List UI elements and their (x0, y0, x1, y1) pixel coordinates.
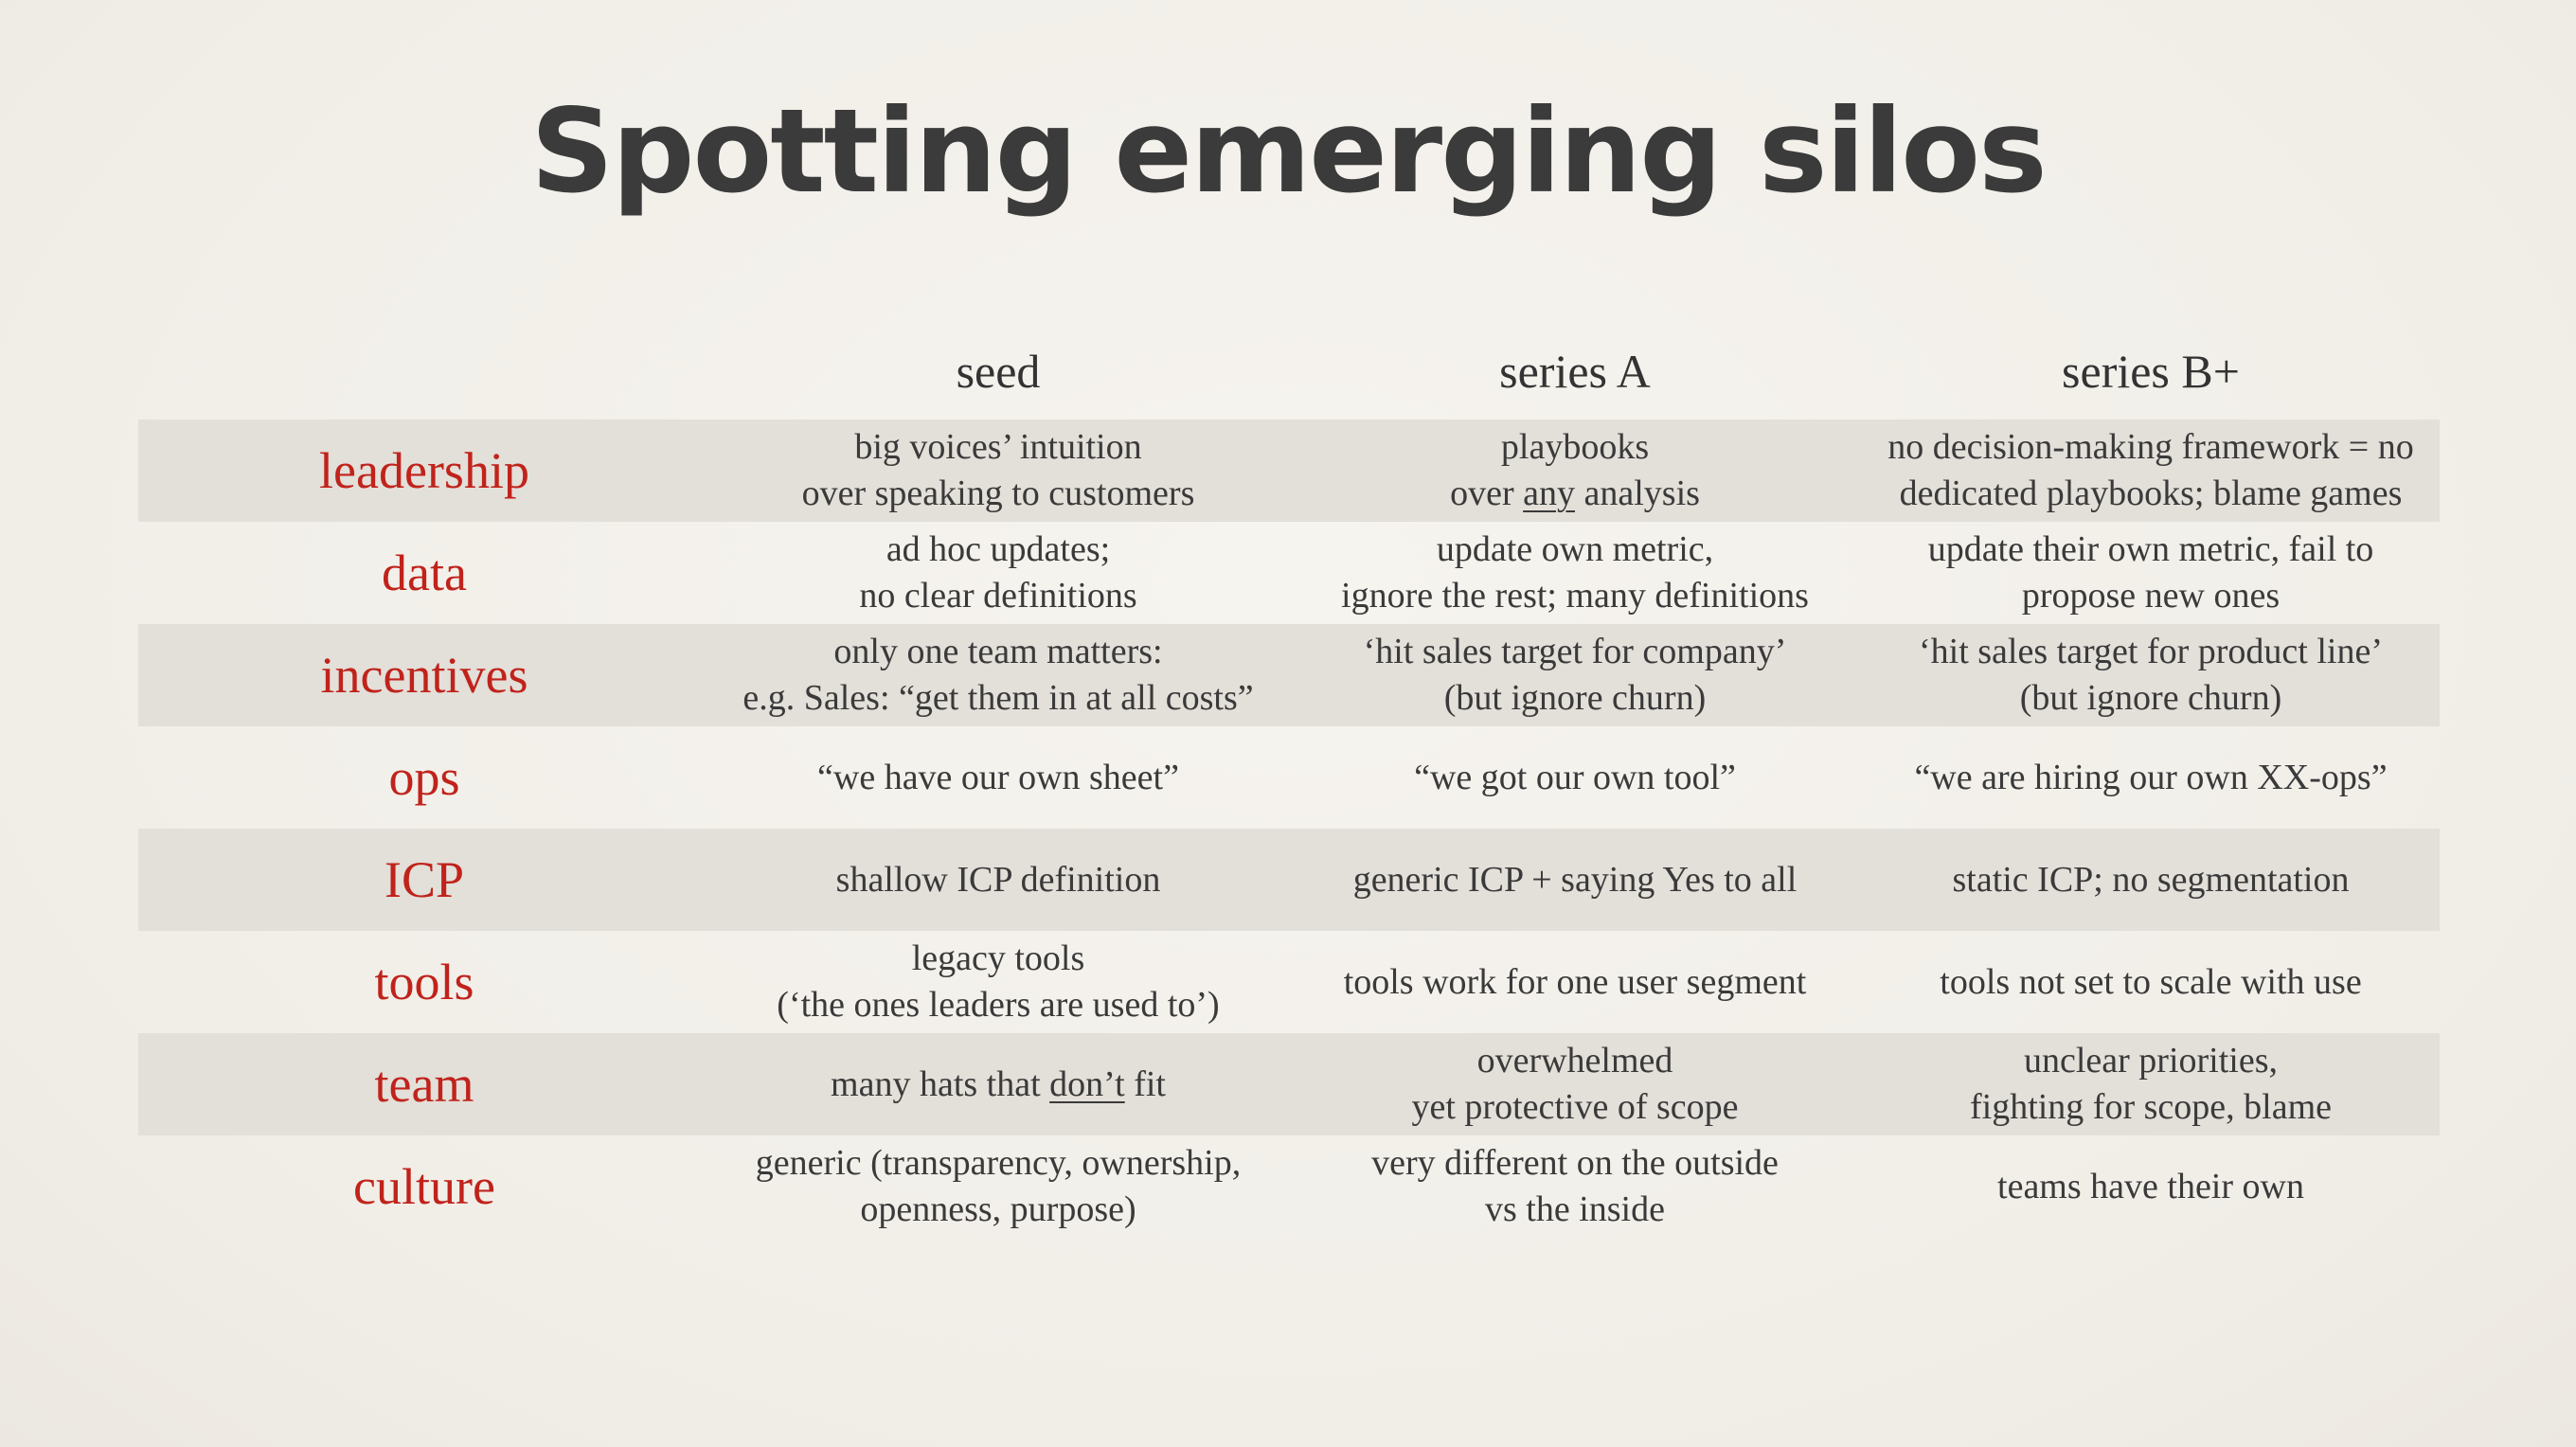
table-row-data (138, 522, 2440, 624)
cell-line (831, 1062, 1166, 1108)
cell-seed (709, 829, 1287, 931)
cell-line: (but ignore churn) (1443, 678, 1707, 718)
table-row-ops (138, 726, 2440, 829)
cell-line: “we are hiring our own XX-ops” (1914, 757, 2388, 797)
cell-line: (‘the ones leaders are used to’) (777, 985, 1220, 1025)
cell-line: over speaking to customers (801, 473, 1195, 513)
cell-line: big voices’ intuition (854, 427, 1142, 467)
row-label: tools (374, 954, 474, 1010)
cell-series-b (1862, 726, 2440, 829)
cell-line: only one team matters: (833, 632, 1163, 671)
cell-series-a (1286, 624, 1864, 726)
cell-line: propose new ones (2021, 576, 2281, 616)
cell-line: very different on the outside (1371, 1143, 1779, 1183)
cell-seed (709, 1033, 1287, 1135)
cell-line: update own metric, (1436, 529, 1714, 569)
cell-series-b (1862, 931, 2440, 1033)
cell-text: fit (1124, 1063, 1166, 1104)
cell-line: no clear definitions (859, 576, 1137, 616)
underlined-word: don’t (1049, 1063, 1125, 1104)
cell-text: over (1450, 473, 1524, 513)
cell-seed (709, 931, 1287, 1033)
cell-line: fighting for scope, blame (1969, 1087, 2332, 1127)
row-label: ICP (384, 851, 465, 908)
cell-line: generic ICP + saying Yes to all (1352, 859, 1798, 900)
cell-series-a (1286, 829, 1864, 931)
cell-line: yet protective of scope (1411, 1087, 1739, 1127)
cell-line: “we have our own sheet” (817, 757, 1179, 797)
cell-seed (709, 624, 1287, 726)
cell-line: dedicated playbooks; blame games (1899, 473, 2403, 513)
table-row-culture (138, 1135, 2440, 1238)
cell-series-a (1286, 522, 1864, 624)
column-header-series-b: series B+ (2062, 345, 2240, 398)
cell-line: ignore the rest; many definitions (1341, 576, 1809, 616)
table-row-incentives (138, 624, 2440, 726)
cell-series-b (1862, 522, 2440, 624)
underlined-word: any (1523, 473, 1575, 513)
cell-seed (709, 420, 1287, 522)
cell-text: analysis (1574, 473, 1700, 513)
cell-line: “we got our own tool” (1414, 757, 1736, 797)
cell-series-b (1862, 1033, 2440, 1135)
table-row-tools (138, 931, 2440, 1033)
cell-seed (709, 726, 1287, 829)
row-label: culture (353, 1158, 495, 1215)
cell-series-b (1862, 829, 2440, 931)
cell-line: overwhelmed (1476, 1041, 1673, 1081)
column-header-series-a: series A (1499, 345, 1651, 398)
cell-line: generic (transparency, ownership, (755, 1143, 1242, 1183)
cell-series-a (1286, 1135, 1864, 1238)
cell-series-a (1286, 1033, 1864, 1135)
cell-line: unclear priorities, (2023, 1041, 2278, 1081)
cell-series-a (1286, 931, 1864, 1033)
cell-line: no decision-making framework = no (1887, 427, 2414, 467)
cell-line (1450, 471, 1700, 517)
cell-line: legacy tools (911, 938, 1085, 978)
row-label: leadership (319, 442, 529, 499)
cell-line: shallow ICP definition (835, 859, 1161, 900)
cell-line: static ICP; no segmentation (1952, 859, 2350, 900)
cell-series-b (1862, 420, 2440, 522)
cell-seed (709, 522, 1287, 624)
row-label: team (374, 1056, 474, 1113)
cell-line: ‘hit sales target for product line’ (1919, 632, 2383, 671)
row-label: incentives (320, 647, 528, 704)
cell-series-b (1862, 1135, 2440, 1238)
cell-line: tools work for one user segment (1343, 961, 1807, 1002)
cell-line: update their own metric, fail to (1927, 529, 2374, 569)
cell-series-a (1286, 726, 1864, 829)
table-row-team (138, 1033, 2440, 1135)
cell-line: openness, purpose) (860, 1189, 1136, 1229)
cell-line: tools not set to scale with use (1940, 961, 2362, 1002)
cell-line: playbooks (1500, 427, 1650, 467)
cell-seed (709, 1135, 1287, 1238)
cell-series-a (1286, 420, 1864, 522)
cell-line: e.g. Sales: “get them in at all costs” (742, 678, 1254, 718)
cell-line: teams have their own (1997, 1166, 2304, 1206)
row-label: data (382, 545, 467, 601)
row-label: ops (388, 749, 460, 806)
slide-title: Spotting emerging silos (530, 84, 2046, 219)
table-row-leadership (138, 420, 2440, 522)
cell-line: vs the inside (1485, 1189, 1665, 1229)
column-header-seed: seed (956, 345, 1041, 398)
cell-line: (but ignore churn) (2019, 678, 2282, 718)
table-row-icp (138, 829, 2440, 931)
cell-series-b (1862, 624, 2440, 726)
cell-line: ‘hit sales target for company’ (1363, 632, 1787, 671)
cell-text: many hats that (831, 1063, 1050, 1104)
cell-line: ad hoc updates; (886, 529, 1111, 569)
